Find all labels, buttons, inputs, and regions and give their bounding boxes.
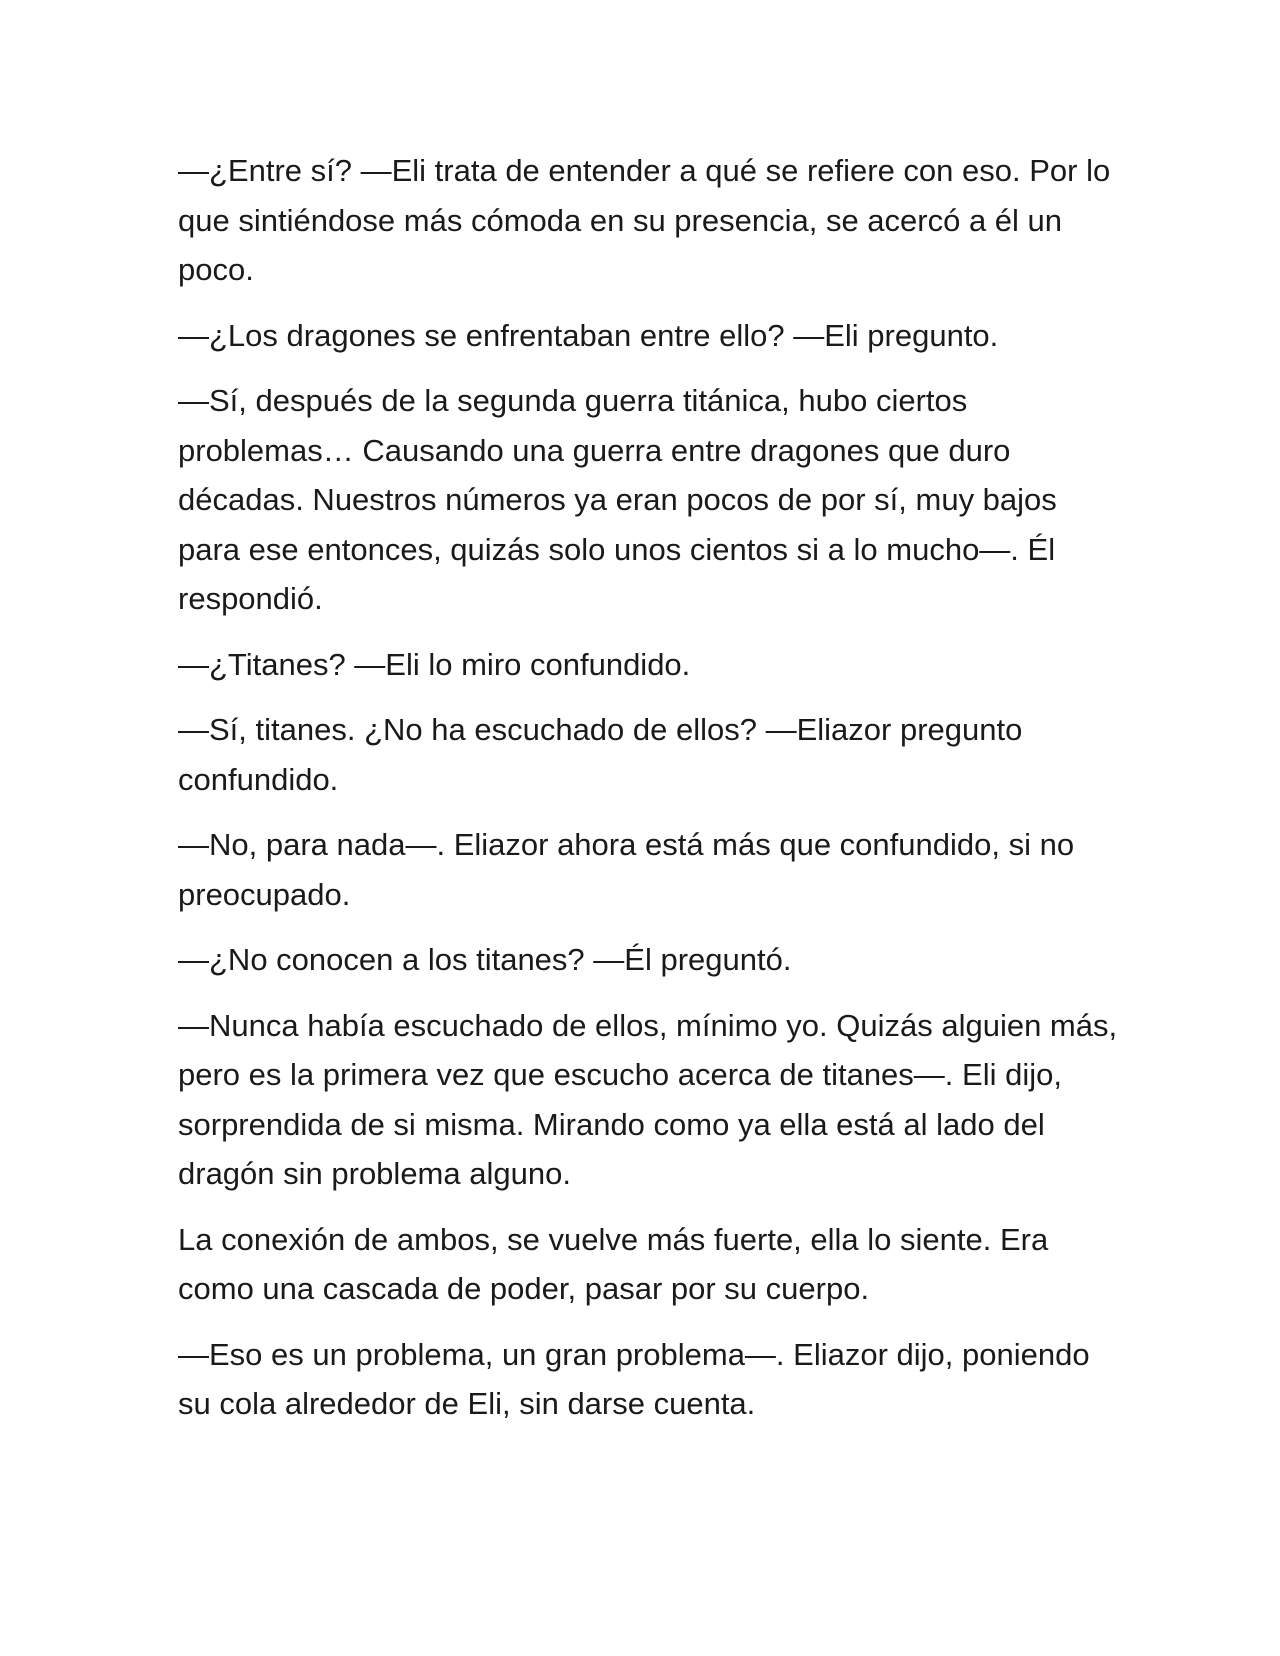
body-text [178, 146, 1118, 1445]
paragraph-7: —¿No conocen a los titanes? —Él preguntó. [178, 942, 792, 977]
paragraph-10: —Eso es un problema, un gran problema—. Eliazor dijo, poniendo su cola alrededor de Eli, sin darse cuenta. [178, 1336, 1090, 1421]
paragraph-9: La conexión de ambos, se vuelve más fuerte, ella lo siente. Era como una cascada de poder, pasar por su cuerpo. [178, 1221, 1049, 1306]
paragraph-2: —¿Los dragones se enfrentaban entre ello? —Eli pregunto. [178, 317, 999, 353]
paragraph-4: —¿Titanes? —Eli lo miro confundido. [178, 646, 691, 682]
paragraph-1: —¿Entre sí? —Eli trata de entender a qué se refiere con eso. Por lo que sintiéndose más cómoda en su presencia, se acercó a él un poco. [178, 153, 1111, 287]
paragraph-8: —Nunca había escuchado de ellos, mínimo yo. Quizás alguien más, pero es la primera vez que escucho acerca de titanes—. Eli dijo, sorprendida de si misma. Mirando como ya ella está al lado del dragón sin problema alguno. [178, 1007, 1118, 1191]
paragraph-5: —Sí, titanes. ¿No ha escuchado de ellos? —Eliazor pregunto confundido. [178, 712, 1023, 797]
paragraph-6: —No, para nada—. Eliazor ahora está más que confundido, si no preocupado. [178, 827, 1075, 912]
paragraph-3: —Sí, después de la segunda guerra titánica, hubo ciertos problemas… Causando una guerra entre dragones que duro décadas. Nuestros números ya eran pocos de por sí, muy bajos para ese entonces, quizás solo unos cientos si a lo mucho—. Él respondió. [178, 383, 1057, 616]
